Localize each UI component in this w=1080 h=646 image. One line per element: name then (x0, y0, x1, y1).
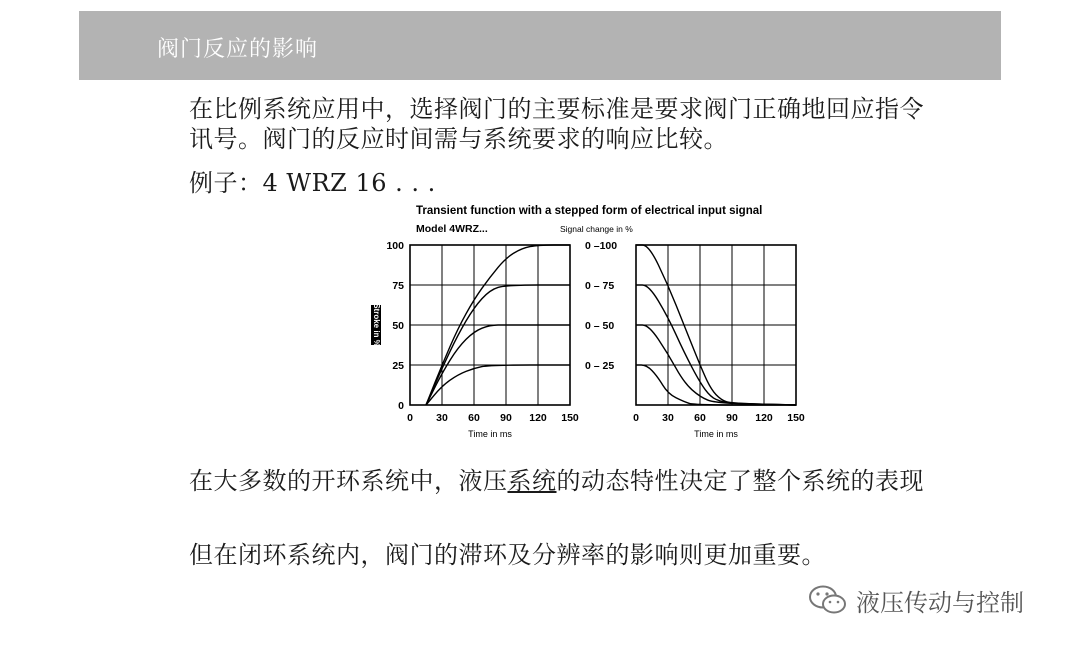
watermark (808, 580, 1024, 620)
x-axis-label: Time in ms (468, 429, 512, 439)
signal-change-label: 0 – 75 (585, 280, 615, 292)
series-line-4 (426, 365, 570, 405)
example-line: 例子：4 WRZ 16 . . . (189, 169, 436, 197)
open-loop-paragraph (189, 466, 929, 496)
signal-change-label: 0 –100 (585, 240, 618, 252)
y-axis-label: Stroke in % (371, 303, 381, 347)
transient-chart (360, 198, 820, 448)
x-tick-label: 30 (436, 412, 448, 424)
x-axis-label: Time in ms (694, 429, 738, 439)
x-tick-label: 60 (468, 412, 480, 424)
signal-change-label: 0 – 25 (585, 360, 615, 372)
series-line-2 (426, 285, 570, 405)
y-tick-label: 50 (392, 320, 404, 332)
x-tick-label: 0 (633, 412, 639, 424)
chart-title: Transient function with a stepped form of electrical input signal (416, 205, 763, 217)
y-tick-label: 75 (392, 280, 404, 292)
y-tick-label: 0 (398, 400, 404, 412)
x-tick-label: 150 (787, 412, 805, 424)
system-link[interactable]: 系统 (507, 467, 557, 495)
x-tick-label: 120 (755, 412, 773, 424)
slide-title: 阀门反应的影响 (157, 37, 319, 62)
open-loop-text-after: 的动态特性决定了整个系统的表现 (556, 467, 924, 495)
y-tick-label: 100 (386, 240, 404, 252)
chart-subtitle: Model 4WRZ... (416, 223, 488, 235)
x-tick-label: 60 (694, 412, 706, 424)
watermark-text: 液压传动与控制 (856, 588, 1024, 617)
signal-change-title: Signal change in % (560, 224, 633, 234)
wechat-icon (808, 584, 848, 616)
signal-change-label: 0 – 50 (585, 320, 615, 332)
chart-svg (360, 198, 820, 448)
x-tick-label: 90 (500, 412, 512, 424)
closed-loop-paragraph: 但在闭环系统内，阀门的滞环及分辨率的影响则更加重要。 (189, 541, 826, 569)
intro-paragraph: 在比例系统应用中，选择阀门的主要标准是要求阀门正确地回应指令讯号。阀门的反应时间需与系统要求的响应比较。 (189, 95, 924, 153)
series-line-2 (636, 285, 796, 405)
x-tick-label: 0 (407, 412, 413, 424)
x-tick-label: 30 (662, 412, 674, 424)
x-tick-label: 90 (726, 412, 738, 424)
x-tick-label: 120 (529, 412, 547, 424)
y-tick-label: 25 (392, 360, 404, 372)
title-bar (79, 11, 1001, 80)
x-tick-label: 150 (561, 412, 579, 424)
open-loop-text-before: 在大多数的开环系统中，液压 (189, 467, 508, 495)
